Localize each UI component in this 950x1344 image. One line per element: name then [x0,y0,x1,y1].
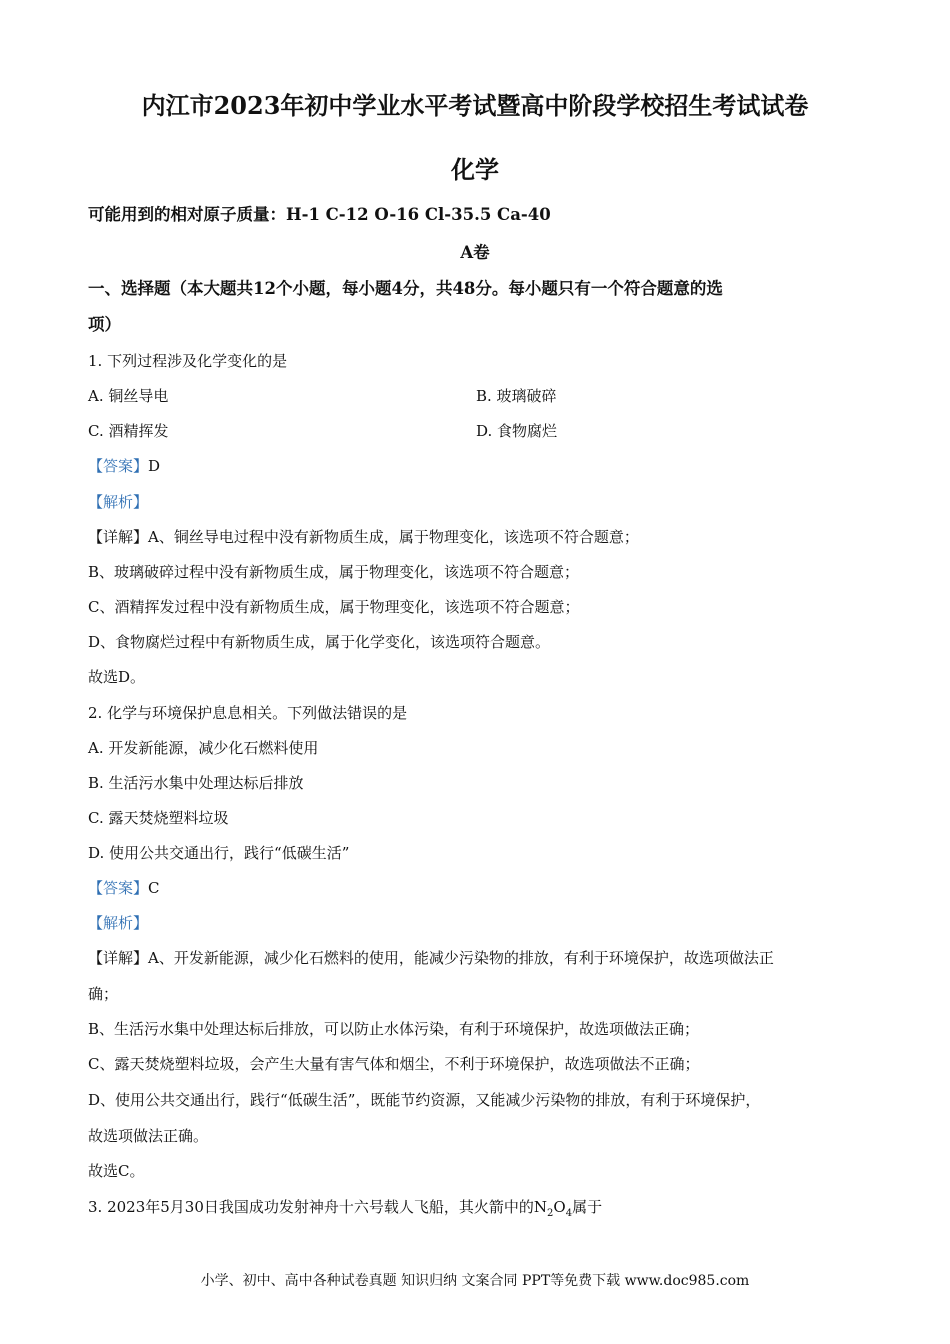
q2-detail-tag: 【详解】 [88,949,149,967]
q3-stem-post: 属于 [572,1198,603,1216]
q2-detail-d2: 故选项做法正确。 [88,1127,209,1145]
volume-label: A卷 [460,243,490,262]
q2-stem: 2. 化学与环境保护息息相关。下列做法错误的是 [88,704,408,722]
q2-answer-tag: 【答案】 [88,879,149,897]
section-heading-line2: 项） [88,315,121,334]
q1-stem: 1. 下列过程涉及化学变化的是 [88,352,288,370]
q3-stem [88,1196,602,1225]
q1-answer-value: D [148,457,161,475]
q2-detail-b: B、生活污水集中处理达标后排放，可以防止水体污染，有利于环境保护，故选项做法正确； [88,1020,700,1038]
q1-conclusion: 故选D。 [88,668,146,686]
q1-detail-d: D、食物腐烂过程中有新物质生成，属于化学变化，该选项符合题意。 [88,633,551,651]
q2-detail-a1-text: A、开发新能源，减少化石燃料的使用，能减少污染物的排放，有利于环境保护，故选项做法正 [148,949,774,967]
q2-answer [88,877,160,899]
formula-o-sub: 4 [565,1208,573,1219]
q1-option-c: C. 酒精挥发 [88,422,169,440]
q2-option-d: D. 使用公共交通出行，践行“低碳生活” [88,844,350,862]
q1-detail-a [88,526,639,548]
q2-option-a: A. 开发新能源，减少化石燃料使用 [88,739,319,757]
q1-analysis-tag: 【解析】 [88,493,149,511]
q1-detail-b: B、玻璃破碎过程中没有新物质生成，属于物理变化，该选项不符合题意； [88,563,580,581]
q3-stem-pre: 3. 2023年5月30日我国成功发射神舟十六号载人飞船，其火箭中的 [88,1198,534,1216]
formula-o: O [553,1198,566,1216]
q1-detail-a-text: A、铜丝导电过程中没有新物质生成，属于物理变化，该选项不符合题意； [148,528,639,546]
section-heading-line1: 一、选择题（本大题共12个小题，每小题4分，共48分。每小题只有一个符合题意的选 [88,279,723,298]
atomic-mass-line: 可能用到的相对原子质量：H-1 C-12 O-16 Cl-35.5 Ca-40 [88,205,551,224]
q2-detail-a1 [88,947,774,969]
q2-detail-c: C、露天焚烧塑料垃圾，会产生大量有害气体和烟尘，不利于环境保护，故选项做法不正确； [88,1055,700,1073]
q3-formula [533,1198,573,1219]
q1-detail-tag: 【详解】 [88,528,149,546]
q2-option-c: C. 露天焚烧塑料垃圾 [88,809,229,827]
formula-n: N [533,1198,548,1216]
formula-n-sub: 2 [547,1208,554,1219]
subject-title: 化学 [451,155,499,184]
q2-analysis-tag: 【解析】 [88,914,149,932]
q2-option-b: B. 生活污水集中处理达标后排放 [88,774,304,792]
page-footer: 小学、初中、高中各种试卷真题 知识归纳 文案合同 PPT等免费下载 www.doc985.com [200,1273,750,1289]
q1-option-b: B. 玻璃破碎 [476,387,557,405]
q2-detail-d1: D、使用公共交通出行，践行“低碳生活”，既能节约资源，又能减少污染物的排放，有利于环境保护， [88,1091,761,1109]
page-title: 内江市2023年初中学业水平考试暨高中阶段学校招生考试试卷 [141,91,809,120]
q1-option-d: D. 食物腐烂 [476,422,558,440]
q2-detail-a2: 确； [88,985,119,1003]
q1-answer [88,455,160,477]
q2-conclusion: 故选C。 [88,1162,145,1180]
q1-answer-tag: 【答案】 [88,457,149,475]
q2-answer-value: C [148,879,160,897]
q1-detail-c: C、酒精挥发过程中没有新物质生成，属于物理变化，该选项不符合题意； [88,598,580,616]
q1-option-a: A. 铜丝导电 [88,387,169,405]
